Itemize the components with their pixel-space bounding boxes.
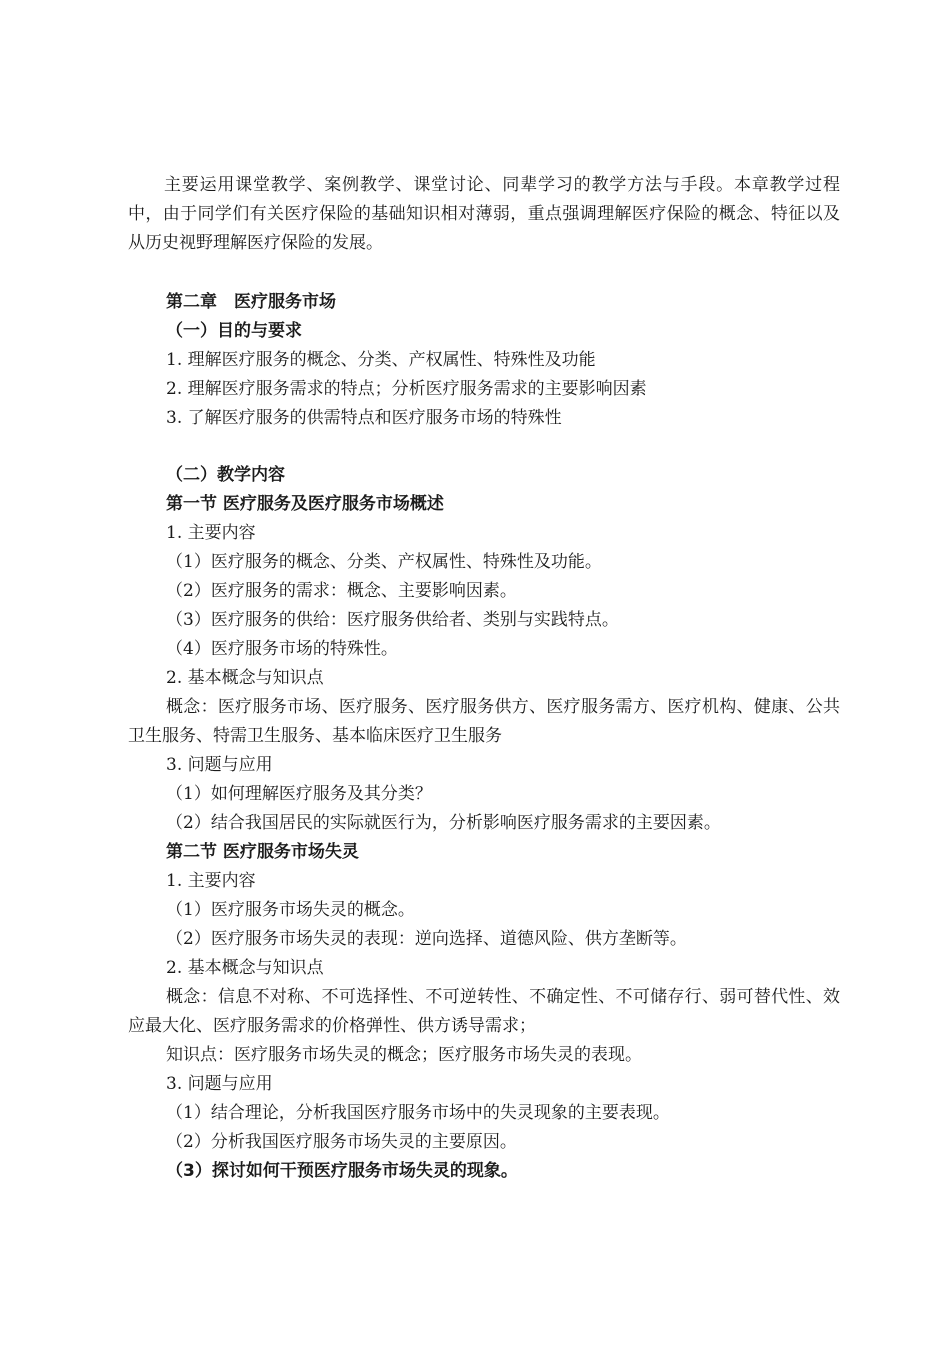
spacer [128,433,840,461]
chapter-title: 第二章 医疗服务市场 [166,292,336,312]
section2-concepts-label: 2. 基本概念与知识点 [166,958,324,978]
document-content [128,171,840,1186]
section1-concepts-label: 2. 基本概念与知识点 [166,668,324,688]
section2-main-label: 1. 主要内容 [166,871,256,891]
section2-question-bold: （3）探讨如何干预医疗服务市场失灵的现象。 [166,1161,518,1181]
section1-title: 第一节 医疗服务及医疗服务市场概述 [166,494,444,514]
section2-main-item: （2）医疗服务市场失灵的表现：逆向选择、道德风险、供方垄断等。 [166,929,687,949]
content-heading: （二）教学内容 [166,465,285,485]
section1-concepts-text: 概念：医疗服务市场、医疗服务、医疗服务供方、医疗服务需方、医疗机构、健康、公共卫生服务、特需卫生服务、基本临床医疗卫生服务 [128,697,840,746]
section2-question: （1）结合理论，分析我国医疗服务市场中的失灵现象的主要表现。 [166,1103,670,1123]
section1-question: （2）结合我国居民的实际就医行为，分析影响医疗服务需求的主要因素。 [166,813,721,833]
section2-knowledge-text: 知识点：医疗服务市场失灵的概念；医疗服务市场失灵的表现。 [166,1045,642,1065]
objective-item: 3. 了解医疗服务的供需特点和医疗服务市场的特殊性 [166,408,562,428]
section1-questions-label: 3. 问题与应用 [166,755,273,775]
section1-main-item: （2）医疗服务的需求：概念、主要影响因素。 [166,581,517,601]
objectives-heading: （一）目的与要求 [166,321,302,341]
section1-main-item: （4）医疗服务市场的特殊性。 [166,639,398,659]
section2-main-item: （1）医疗服务市场失灵的概念。 [166,900,415,920]
spacer [128,258,840,288]
section2-title: 第二节 医疗服务市场失灵 [166,842,359,862]
section1-main-label: 1. 主要内容 [166,523,256,543]
objective-item: 2. 理解医疗服务需求的特点；分析医疗服务需求的主要影响因素 [166,379,647,399]
section1-main-item: （3）医疗服务的供给：医疗服务供给者、类别与实践特点。 [166,610,619,630]
intro-paragraph: 主要运用课堂教学、案例教学、课堂讨论、同辈学习的教学方法与手段。本章教学过程中，由于同学们有关医疗保险的基础知识相对薄弱，重点强调理解医疗保险的概念、特征以及从历史视野理解医疗保险的发展。 [128,175,840,253]
section1-question: （1）如何理解医疗服务及其分类？ [166,784,432,804]
objective-item: 1. 理解医疗服务的概念、分类、产权属性、特殊性及功能 [166,350,596,370]
section2-concepts-text: 概念：信息不对称、不可选择性、不可逆转性、不确定性、不可储存行、弱可替代性、效应最大化、医疗服务需求的价格弹性、供方诱导需求； [128,987,840,1036]
section2-questions-label: 3. 问题与应用 [166,1074,273,1094]
section1-main-item: （1）医疗服务的概念、分类、产权属性、特殊性及功能。 [166,552,602,572]
section2-question: （2）分析我国医疗服务市场失灵的主要原因。 [166,1132,517,1152]
